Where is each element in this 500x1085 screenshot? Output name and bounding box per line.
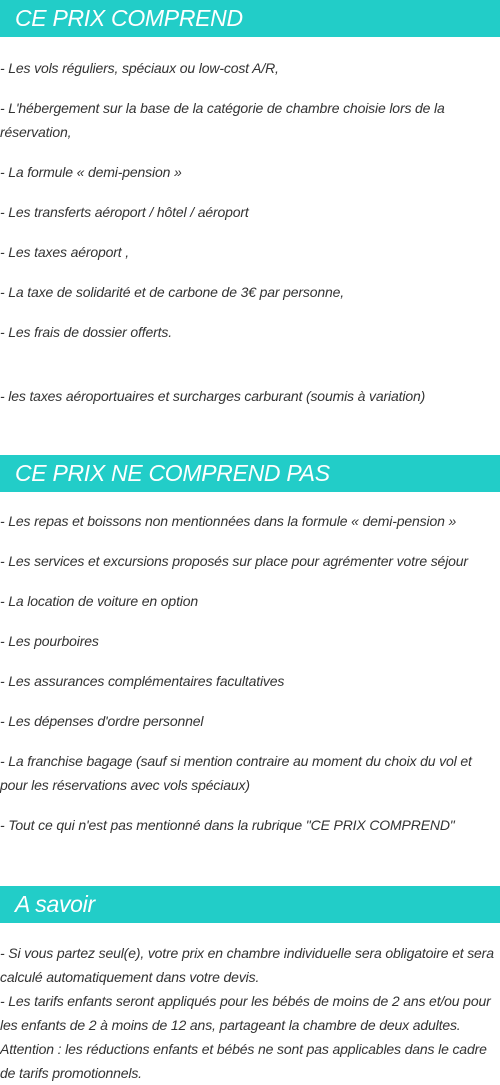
list-item: - Tout ce qui n'est pas mentionné dans la rubrique "CE PRIX COMPREND" bbox=[0, 817, 455, 833]
list-item: - Si vous partez seul(e), votre prix en chambre individuelle sera obligatoire et sera calculé automatiquement dans votre devis. bbox=[0, 945, 494, 985]
list-item: - L'hébergement sur la base de la catégorie de chambre choisie lors de la réservation, bbox=[0, 100, 445, 140]
list-item: - Les pourboires bbox=[0, 633, 99, 649]
list-item: - les taxes aéroportuaires et surcharges carburant (soumis à variation) bbox=[0, 388, 426, 404]
list-item: - Les frais de dossier offerts. bbox=[0, 324, 172, 340]
list-item: - La taxe de solidarité et de carbone de 3€ par personne, bbox=[0, 284, 345, 300]
list-item: - Les taxes aéroport , bbox=[0, 244, 129, 260]
included-list bbox=[0, 56, 500, 408]
list-item: Attention : les réductions enfants et bébés ne sont pas applicables dans le cadre de tarifs promotionnels. bbox=[0, 1041, 487, 1081]
list-item: - La franchise bagage (sauf si mention contraire au moment du choix du vol et pour les réservations avec vols spéciaux) bbox=[0, 753, 472, 793]
list-item: - Les dépenses d'ordre personnel bbox=[0, 713, 204, 729]
list-item: - Les tarifs enfants seront appliqués pour les bébés de moins de 2 ans et/ou pour les enfants de 2 à moins de 12 ans, partageant la chambre de deux adultes. bbox=[0, 993, 491, 1033]
section-not-included bbox=[0, 455, 500, 837]
section-info bbox=[0, 886, 500, 1085]
section-included bbox=[0, 0, 500, 408]
list-item: - La formule « demi-pension » bbox=[0, 164, 182, 180]
list-item: - La location de voiture en option bbox=[0, 593, 199, 609]
list-item: - Les vols réguliers, spéciaux ou low-cost A/R, bbox=[0, 60, 279, 76]
list-item: - Les services et excursions proposés sur place pour agrémenter votre séjour bbox=[0, 553, 468, 569]
list-item: - Les transferts aéroport / hôtel / aéroport bbox=[0, 204, 249, 220]
section-info-title: A savoir bbox=[0, 886, 500, 923]
info-list bbox=[0, 941, 500, 1085]
list-item: - Les repas et boissons non mentionnées dans la formule « demi-pension » bbox=[0, 513, 457, 529]
not-included-list bbox=[0, 509, 500, 837]
section-not-included-title: CE PRIX NE COMPREND PAS bbox=[0, 455, 500, 492]
section-included-title: CE PRIX COMPREND bbox=[0, 0, 500, 37]
list-item: - Les assurances complémentaires facultatives bbox=[0, 673, 285, 689]
